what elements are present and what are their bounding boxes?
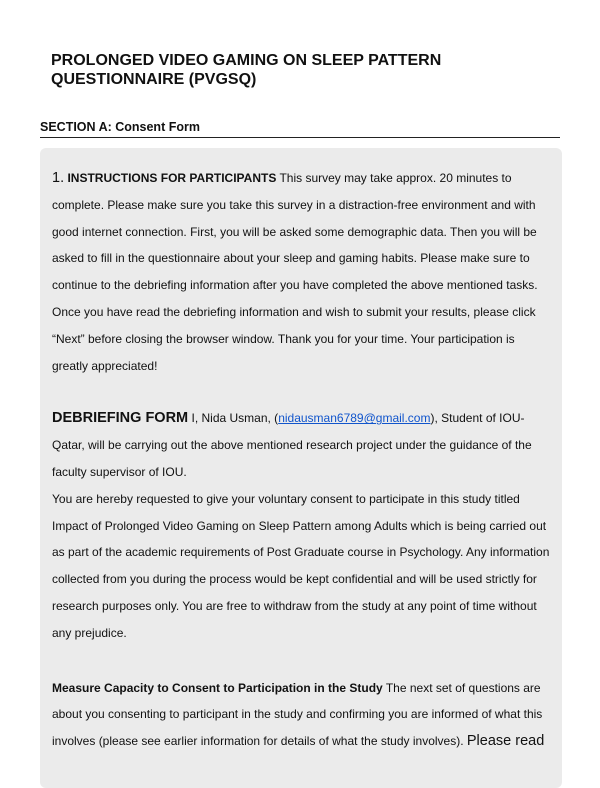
capacity-paragraph (52, 675, 550, 755)
instructions-number: 1. (52, 170, 65, 186)
debriefing-paragraph (52, 405, 550, 485)
debriefing-body: You are hereby requested to give your voluntary consent to participate in this study titled Impact of Prolonged Video Gaming on Sleep Pattern among Adults which is being carried out as part of the academic requirements of Post Graduate course in Psychology. Any information collected from you during the process would be kept confidential and will be used strictly for research purposes only. You are free to withdraw from the study at any point of time without any prejudice. (52, 491, 550, 640)
consent-panel (40, 148, 562, 788)
instructions-body: This survey may take approx. 20 minutes to complete. Please make sure you take this survey in a distraction-free environment and with good internet connection. First, you will be asked some demographic data. Then you will be asked to fill in the questionnaire about your sleep and gaming habits. Please make sure to continue to the debriefing information after you have completed the above mentioned tasks. Once you have read the debriefing information and wish to submit your results, please click “Next” before closing the browser window. Thank you for your time. Your participation is greatly appreciated! (52, 171, 538, 373)
capacity-tail: Please read (466, 733, 545, 750)
capacity-body: The next set of questions are about you consenting to participant in the study and confirming you are informed of what this involves (please see earlier information for details of what the study involves). (52, 680, 543, 749)
debriefing-intro-start: I, Nida Usman, ( (191, 411, 279, 426)
debriefing-intro-end: ), Student of IOU-Qatar, will be carrying out the above mentioned research project under the guidance of the faculty supervisor of IOU. (52, 411, 532, 479)
section-heading: SECTION A: Consent Form (40, 120, 560, 138)
instructions-heading: INSTRUCTIONS FOR PARTICIPANTS (67, 171, 277, 185)
document-title: PROLONGED VIDEO GAMING ON SLEEP PATTERN QUESTIONNAIRE (PVGSQ) (51, 52, 442, 88)
email-link[interactable]: nidausman6789@gmail.com (278, 411, 431, 426)
capacity-heading: Measure Capacity to Consent to Participation in the Study (52, 680, 383, 695)
instructions-paragraph (52, 165, 550, 379)
debriefing-heading: DEBRIEFING FORM (52, 410, 189, 427)
